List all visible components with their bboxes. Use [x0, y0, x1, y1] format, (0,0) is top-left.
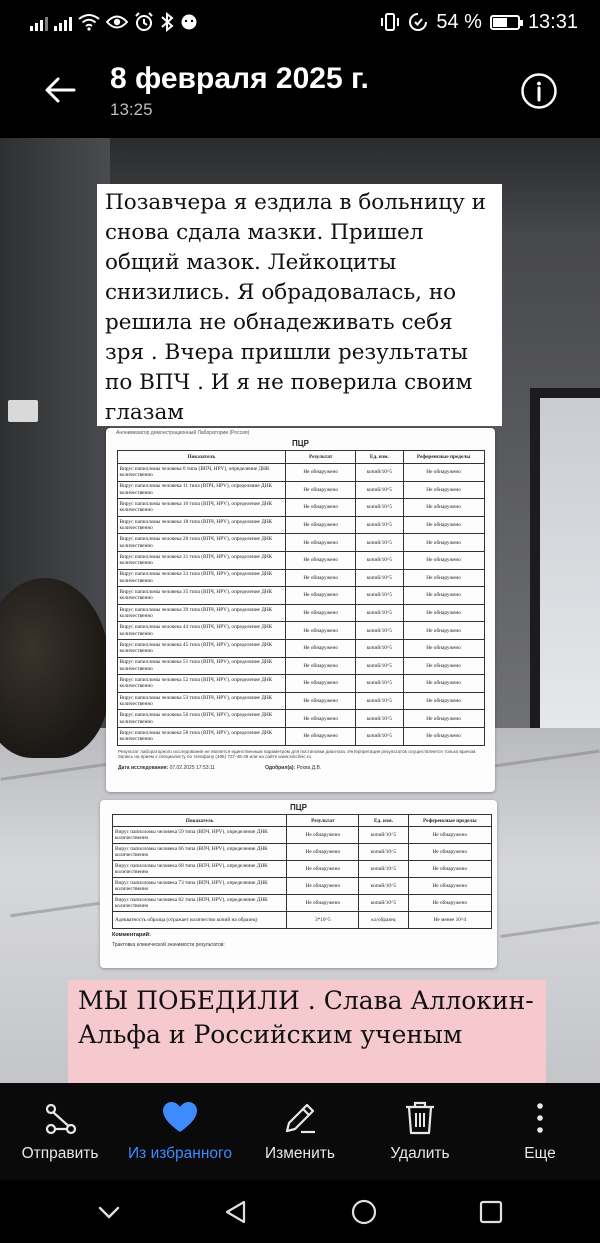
result-cell: Не обнаружено — [286, 534, 356, 552]
system-nav-bar — [0, 1180, 600, 1243]
battery-fill — [493, 18, 507, 27]
result-cell: Не обнаружено — [286, 675, 356, 693]
result-cell: Не обнаружено — [286, 481, 356, 499]
indicator-cell: Вирус папилломы человека 59 типа (ВПЧ, HPV), определение ДНК количественно — [113, 827, 287, 844]
result-cell: Не обнаружено — [286, 657, 356, 675]
unit-cell: копий/10^5 — [356, 569, 404, 587]
table-row — [117, 516, 484, 534]
table-row — [117, 587, 484, 605]
unit-cell: копий/10^5 — [356, 534, 404, 552]
indicator-cell: Вирус папилломы человека 82 типа (ВПЧ, HPV), определение ДНК количественно — [113, 895, 287, 912]
table-row — [113, 861, 492, 878]
table-row — [113, 895, 492, 912]
result-cell: Не обнаружено — [286, 639, 356, 657]
indicator-cell: Вирус папилломы человека 6 типа (ВПЧ, HPV), определение ДНК количественно — [117, 464, 286, 482]
reference-cell: Не обнаружено — [403, 481, 484, 499]
trash-icon — [401, 1099, 439, 1137]
info-icon[interactable] — [520, 72, 558, 110]
bed-fold — [480, 750, 599, 770]
unit-cell: копий/10^5 — [359, 844, 408, 861]
delete-label: Удалить — [390, 1145, 450, 1162]
reference-cell: Не обнаружено — [403, 534, 484, 552]
table-header-row — [117, 451, 484, 464]
signal-2-icon — [54, 13, 72, 31]
unit-cell: копий/10^5 — [356, 639, 404, 657]
indicator-cell: Вирус папилломы человека 66 типа (ВПЧ, HPV), определение ДНК количественно — [113, 844, 287, 861]
indicator-cell: Вирус папилломы человека 52 типа (ВПЧ, HPV), определение ДНК количественно — [117, 675, 286, 693]
column-header: Референсные пределы — [408, 815, 491, 827]
result-cell: Не обнаружено — [286, 692, 356, 710]
more-label: Еще — [524, 1145, 556, 1162]
table-row — [117, 551, 484, 569]
column-header: Ед. изм. — [356, 451, 404, 464]
table-row — [117, 639, 484, 657]
column-header: Показатель — [113, 815, 287, 827]
unit-cell: копий/10^5 — [356, 675, 404, 693]
result-cell: Не обнаружено — [286, 551, 356, 569]
lab-report-page-1 — [106, 428, 495, 792]
status-left — [30, 12, 198, 32]
reference-cell: Не обнаружено — [408, 844, 491, 861]
reference-cell: Не обнаружено — [403, 604, 484, 622]
table-row — [117, 499, 484, 517]
share-button[interactable] — [0, 1083, 120, 1180]
reference-cell: Не обнаружено — [403, 639, 484, 657]
battery-icon — [490, 15, 520, 30]
column-header: Показатель — [117, 451, 286, 464]
reference-cell: Не обнаружено — [403, 710, 484, 728]
favorite-button[interactable] — [120, 1083, 240, 1180]
vibrate-icon — [380, 12, 400, 32]
unit-cell: кл/образец — [359, 912, 408, 929]
back-triangle-icon[interactable] — [222, 1198, 250, 1226]
indicator-cell: Вирус папилломы человека 33 типа (ВПЧ, HPV), определение ДНК количественно — [117, 569, 286, 587]
lab-report-title: ПЦР — [292, 439, 309, 448]
table-row — [117, 569, 484, 587]
unit-cell: копий/10^5 — [356, 622, 404, 640]
reference-cell: Не обнаружено — [408, 878, 491, 895]
unit-cell: копий/10^5 — [356, 604, 404, 622]
reference-cell: Не обнаружено — [403, 727, 484, 745]
unit-cell: копий/10^5 — [356, 710, 404, 728]
lab-results-table — [112, 814, 492, 929]
favorite-label: Из избранного — [128, 1145, 232, 1162]
indicator-cell: Вирус папилломы человека 39 типа (ВПЧ, HPV), определение ДНК количественно — [117, 604, 286, 622]
result-cell: 3*10^5 — [287, 912, 359, 929]
lab-report-title: ПЦР — [290, 803, 307, 812]
reference-cell: Не обнаружено — [403, 657, 484, 675]
table-row — [117, 604, 484, 622]
reference-cell: Не обнаружено — [403, 587, 484, 605]
result-cell: Не обнаружено — [286, 727, 356, 745]
chevron-down-icon[interactable] — [95, 1198, 123, 1226]
reference-cell: Не обнаружено — [403, 516, 484, 534]
unit-cell: копий/10^5 — [356, 481, 404, 499]
indicator-cell: Адекватность образца (отражает количество копий на образец) — [113, 912, 287, 929]
unit-cell: копий/10^5 — [356, 551, 404, 569]
recents-square-icon[interactable] — [477, 1198, 505, 1226]
more-button[interactable] — [480, 1083, 600, 1180]
notification-icon — [180, 13, 198, 31]
indicator-cell: Вирус папилломы человека 31 типа (ВПЧ, HPV), определение ДНК количественно — [117, 551, 286, 569]
story-caption-bottom: МЫ ПОБЕДИЛИ . Слава Аллокин-Альфа и Российским ученым — [68, 980, 546, 1083]
action-bar — [0, 1083, 600, 1180]
unit-cell: копий/10^5 — [356, 692, 404, 710]
result-cell: Не обнаружено — [286, 587, 356, 605]
reference-cell: Не обнаружено — [403, 551, 484, 569]
reference-cell: Не обнаружено — [403, 464, 484, 482]
photo-date: 8 февраля 2025 г. — [110, 62, 369, 95]
heart-icon — [161, 1099, 199, 1137]
result-cell: Не обнаружено — [286, 516, 356, 534]
table-row — [117, 727, 484, 745]
result-cell: Не обнаружено — [287, 827, 359, 844]
result-cell: Не обнаружено — [286, 464, 356, 482]
indicator-cell: Вирус папилломы человека 11 типа (ВПЧ, HPV), определение ДНК количественно — [117, 481, 286, 499]
data-saver-icon — [408, 12, 428, 32]
reference-cell: Не менее 10^4 — [408, 912, 491, 929]
wifi-icon — [78, 13, 100, 31]
indicator-cell: Вирус папилломы человека 73 типа (ВПЧ, HPV), определение ДНК количественно — [113, 878, 287, 895]
unit-cell: копий/10^5 — [356, 727, 404, 745]
unit-cell: копий/10^5 — [356, 516, 404, 534]
indicator-cell: Вирус папилломы человека 56 типа (ВПЧ, HPV), определение ДНК количественно — [117, 710, 286, 728]
column-header: Результат — [287, 815, 359, 827]
photo-window — [530, 388, 600, 748]
indicator-cell: Вирус папилломы человека 68 типа (ВПЧ, HPV), определение ДНК количественно — [113, 861, 287, 878]
table-row — [113, 827, 492, 844]
unit-cell: копий/10^5 — [356, 657, 404, 675]
reference-cell: Не обнаружено — [403, 622, 484, 640]
indicator-cell: Вирус папилломы человека 35 типа (ВПЧ, HPV), определение ДНК количественно — [117, 587, 286, 605]
date-label: Дата исследования: — [118, 765, 169, 772]
unit-cell: копий/10^5 — [359, 878, 408, 895]
date-field — [118, 765, 215, 771]
indicator-cell: Вирус папилломы человека 44 типа (ВПЧ, HPV), определение ДНК количественно — [117, 622, 286, 640]
table-row — [117, 534, 484, 552]
indicator-cell: Вирус папилломы человека 45 типа (ВПЧ, HPV), определение ДНК количественно — [117, 639, 286, 657]
bed-fold — [500, 921, 599, 938]
pencil-icon — [281, 1099, 319, 1137]
result-cell: Не обнаружено — [287, 895, 359, 912]
photo-time: 13:25 — [110, 100, 153, 119]
edit-button[interactable] — [240, 1083, 360, 1180]
column-header: Референсные пределы — [403, 451, 484, 464]
story-caption-top: Позавчера я ездила в больницу и снова сдала мазки. Пришел общий мазок. Лейкоциты снизились. Я обрадовалась, но решила не обнадеживать себя зря . Вчера пришли результаты по ВПЧ . И я не поверила своим глазам — [97, 184, 502, 426]
column-header: Результат — [286, 451, 356, 464]
unit-cell: копий/10^5 — [359, 861, 408, 878]
share-label: Отправить — [21, 1145, 99, 1162]
result-cell: Не обнаружено — [286, 710, 356, 728]
table-row — [117, 692, 484, 710]
indicator-cell: Вирус папилломы человека 16 типа (ВПЧ, HPV), определение ДНК количественно — [117, 499, 286, 517]
battery-percent: 54 % — [436, 10, 482, 33]
lab-report-subnote: Трактовка клинической значимости результатов: — [112, 942, 225, 948]
table-row — [113, 878, 492, 895]
unit-cell: копий/10^5 — [359, 827, 408, 844]
lab-report-header: Анонимизатор демонстрационный Лаборатории (Россия) — [116, 430, 250, 436]
approved-value: Рохва Д.В. — [296, 765, 322, 772]
unit-cell: копий/10^5 — [356, 587, 404, 605]
result-cell: Не обнаружено — [287, 844, 359, 861]
indicator-cell: Вирус папилломы человека 26 типа (ВПЧ, HPV), определение ДНК количественно — [117, 534, 286, 552]
table-row — [117, 622, 484, 640]
table-row — [113, 912, 492, 929]
result-cell: Не обнаружено — [286, 622, 356, 640]
reference-cell: Не обнаружено — [408, 895, 491, 912]
home-circle-icon[interactable] — [350, 1198, 378, 1226]
table-row — [113, 844, 492, 861]
delete-button[interactable] — [360, 1083, 480, 1180]
result-cell: Не обнаружено — [287, 878, 359, 895]
unit-cell: копий/10^5 — [356, 464, 404, 482]
status-right — [380, 11, 578, 34]
bluetooth-icon — [160, 12, 174, 32]
result-cell: Не обнаружено — [286, 604, 356, 622]
reference-cell: Не обнаружено — [403, 692, 484, 710]
bed-fold — [10, 902, 100, 917]
alarm-icon — [134, 12, 154, 32]
indicator-cell: Вирус папилломы человека 51 типа (ВПЧ, HPV), определение ДНК количественно — [117, 657, 286, 675]
lab-report-footer — [106, 759, 495, 777]
indicator-cell: Вирус папилломы человека 53 типа (ВПЧ, HPV), определение ДНК количественно — [117, 692, 286, 710]
reference-cell: Не обнаружено — [408, 861, 491, 878]
indicator-cell: Вирус папилломы человека 18 типа (ВПЧ, HPV), определение ДНК количественно — [117, 516, 286, 534]
table-row — [117, 464, 484, 482]
clock: 13:31 — [527, 10, 578, 33]
lab-report-comment: Комментарий: — [112, 932, 151, 938]
photo-viewer[interactable] — [0, 138, 600, 1083]
unit-cell: копий/10^5 — [359, 895, 408, 912]
approved-label: Одобрил(а): — [265, 765, 296, 772]
photo-thermostat — [8, 400, 38, 422]
result-cell: Не обнаружено — [286, 569, 356, 587]
table-row — [117, 657, 484, 675]
more-icon — [521, 1099, 559, 1137]
share-icon — [41, 1099, 79, 1137]
result-cell: Не обнаружено — [286, 499, 356, 517]
signal-1-icon — [30, 13, 48, 31]
lab-report-note: Результат лабораторного исследования не является единственным параметром для постановки диагноза. Интерпретация результатов осуществляется только врачом. Запись на прием к специалисту по телефону (495) 727-48-49 или на сайте www.smclinic.ru — [118, 748, 477, 759]
edit-label: Изменить — [265, 1145, 335, 1162]
viewer-header — [0, 44, 600, 138]
eye-icon — [106, 14, 128, 30]
column-header: Ед. изм. — [359, 815, 408, 827]
back-arrow-icon[interactable] — [40, 70, 80, 110]
table-header-row — [113, 815, 492, 827]
reference-cell: Не обнаружено — [403, 499, 484, 517]
indicator-cell: Вирус папилломы человека 58 типа (ВПЧ, HPV), определение ДНК количественно — [117, 727, 286, 745]
lab-results-table — [117, 450, 485, 746]
table-row — [117, 710, 484, 728]
result-cell: Не обнаружено — [287, 861, 359, 878]
status-bar — [0, 0, 600, 44]
date-value: 07.02.2025 17:53:11 — [169, 765, 216, 772]
reference-cell: Не обнаружено — [403, 569, 484, 587]
unit-cell: копий/10^5 — [356, 499, 404, 517]
table-row — [117, 675, 484, 693]
approved-field — [265, 765, 321, 771]
lab-report-page-2 — [100, 800, 497, 968]
table-row — [117, 481, 484, 499]
reference-cell: Не обнаружено — [403, 675, 484, 693]
reference-cell: Не обнаружено — [408, 827, 491, 844]
